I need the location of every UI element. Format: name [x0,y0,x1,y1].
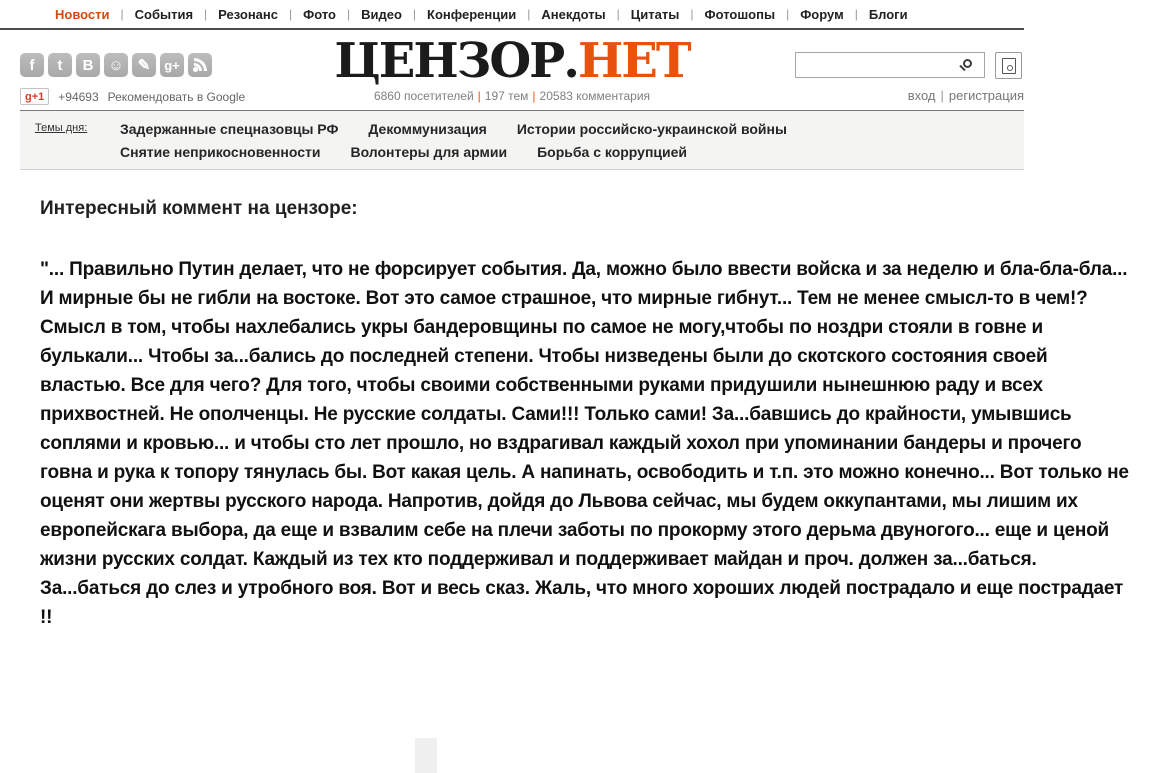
nav-item-anekdoty[interactable]: Анекдоты [541,6,606,22]
topics-row-2 [120,141,787,164]
livejournal-glyph: ✎ [137,57,151,74]
article-body: "... Правильно Путин делает, что не форсирует события. Да, можно было ввести войска и за неделю и бла-бла-бла... И мирные бы не гибли на востоке. Вот это самое страшное, что мирные гибнут... Тем не менее смысл-то в чем!? Смысл в том, чтобы нахлебались укры бандеровщины по самое не могу,чтобы по ноздри стояли в говне и булькали... Чтобы за...бались до последней степени. Чтобы низведены были до скотского состояния своей властью. Все для чего? Для того, чтобы своими собственными руками придушили нынешнюю раду и всех прихвостней. Не ополченцы. Не русские солдаты. Сами!!! Только сами! За...бавшись до крайности, умывшись соплями и кровью... и чтобы сто лет прошло, но вздрагивал каждый хохол при упоминании бандеры и прочего говна и рука к топору тянулась бы. Вот какая цель. А напинать, освободить и т.п. это можно конечно... Вот только не оценят они жертвы русского народа. Напротив, дойдя до Львова сейчас, мы будем оккупантами, мы лишим их европейскага выбора, да еще и взвалим себе на плечи заботы по прокорму этого дерьма двуногого... еще и ценой жизни русских солдат. Каждый из тех кто поддерживал и поддерживает майдан и проч. должен за...баться. За...баться до слез и утробного воя. Вот и весь сказ. Жаль, что много хороших людей пострадало и еще пострадает !! [40,259,1129,628]
register-link[interactable]: регистрация [948,88,1024,103]
auth-separator: | [940,88,944,103]
twitter-glyph: t [57,56,63,74]
search-icon[interactable] [963,59,972,68]
google-plus-glyph: g+ [164,57,180,73]
nav-item-forum[interactable]: Форум [800,6,844,22]
top-nav [0,0,1024,30]
topics-bar [20,110,1024,170]
nav-item-blogi[interactable]: Блоги [868,6,908,22]
nav-separator: | [346,7,351,21]
advanced-search-mag [1007,65,1013,71]
search-input[interactable] [796,53,984,77]
nav-separator: | [616,7,620,21]
topics-label[interactable]: Темы дня: [35,122,88,134]
nav-item-fotoshopy[interactable]: Фотошопы [704,6,776,22]
stat-visitors: 6860 посетителей [373,89,474,103]
stats-separator: | [477,89,481,103]
nav-separator: | [854,7,858,21]
article-title: Интересный коммент на цензоре: [40,198,358,219]
nav-separator: | [527,7,531,21]
topic-link-dekommunizaciya[interactable]: Декоммунизация [368,121,487,137]
nav-separator: | [289,7,293,21]
topic-link-korrupciya[interactable]: Борьба с коррупцией [537,144,688,160]
topic-link-neprikosnovennost[interactable]: Снятие неприкосновенности [120,144,321,160]
topics-links [120,118,787,164]
odnoklassniki-glyph: ☺ [108,56,124,74]
advanced-search-icon [1002,58,1016,74]
stats-separator: | [532,89,536,103]
nav-separator: | [120,7,124,21]
facebook-glyph: f [29,56,35,74]
nav-item-novosti[interactable]: Новости [55,6,110,22]
nav-item-rezonans[interactable]: Резонанс [218,6,278,22]
article [40,198,1130,632]
topic-link-istorii-vojny[interactable]: Истории российско-украинской войны [516,121,787,137]
partial-element-stub [415,738,437,773]
nav-item-video[interactable]: Видео [361,6,402,22]
stat-topics: 197 тем [484,89,529,103]
search-box [795,52,985,78]
auth-links [800,88,1024,103]
logo-part-orange: НЕТ [577,33,690,89]
nav-separator: | [412,7,417,21]
nav-separator: | [690,7,694,21]
nav-separator: | [204,7,208,21]
login-link[interactable]: вход [907,88,936,103]
nav-separator: | [786,7,790,21]
nav-item-sobytiya[interactable]: События [134,6,194,22]
stat-comments: 20583 комментария [539,89,651,103]
logo-part-black: ЦЕНЗОР. [334,33,578,89]
topics-row-1 [120,118,787,141]
gplus-badge[interactable]: g+1 [20,88,49,105]
advanced-search-button[interactable] [995,52,1022,79]
nav-item-foto[interactable]: Фото [303,6,336,22]
gplus-label[interactable]: Рекомендовать в Google [107,89,246,104]
topic-link-volontery[interactable]: Волонтеры для армии [350,144,508,160]
topic-link-specnazovcy[interactable]: Задержанные спецназовцы РФ [120,121,339,137]
gplus-count: +94693 [58,89,99,104]
vk-glyph: В [82,56,94,74]
nav-item-konferencii[interactable]: Конференции [427,6,517,22]
nav-item-citaty[interactable]: Цитаты [630,6,680,22]
